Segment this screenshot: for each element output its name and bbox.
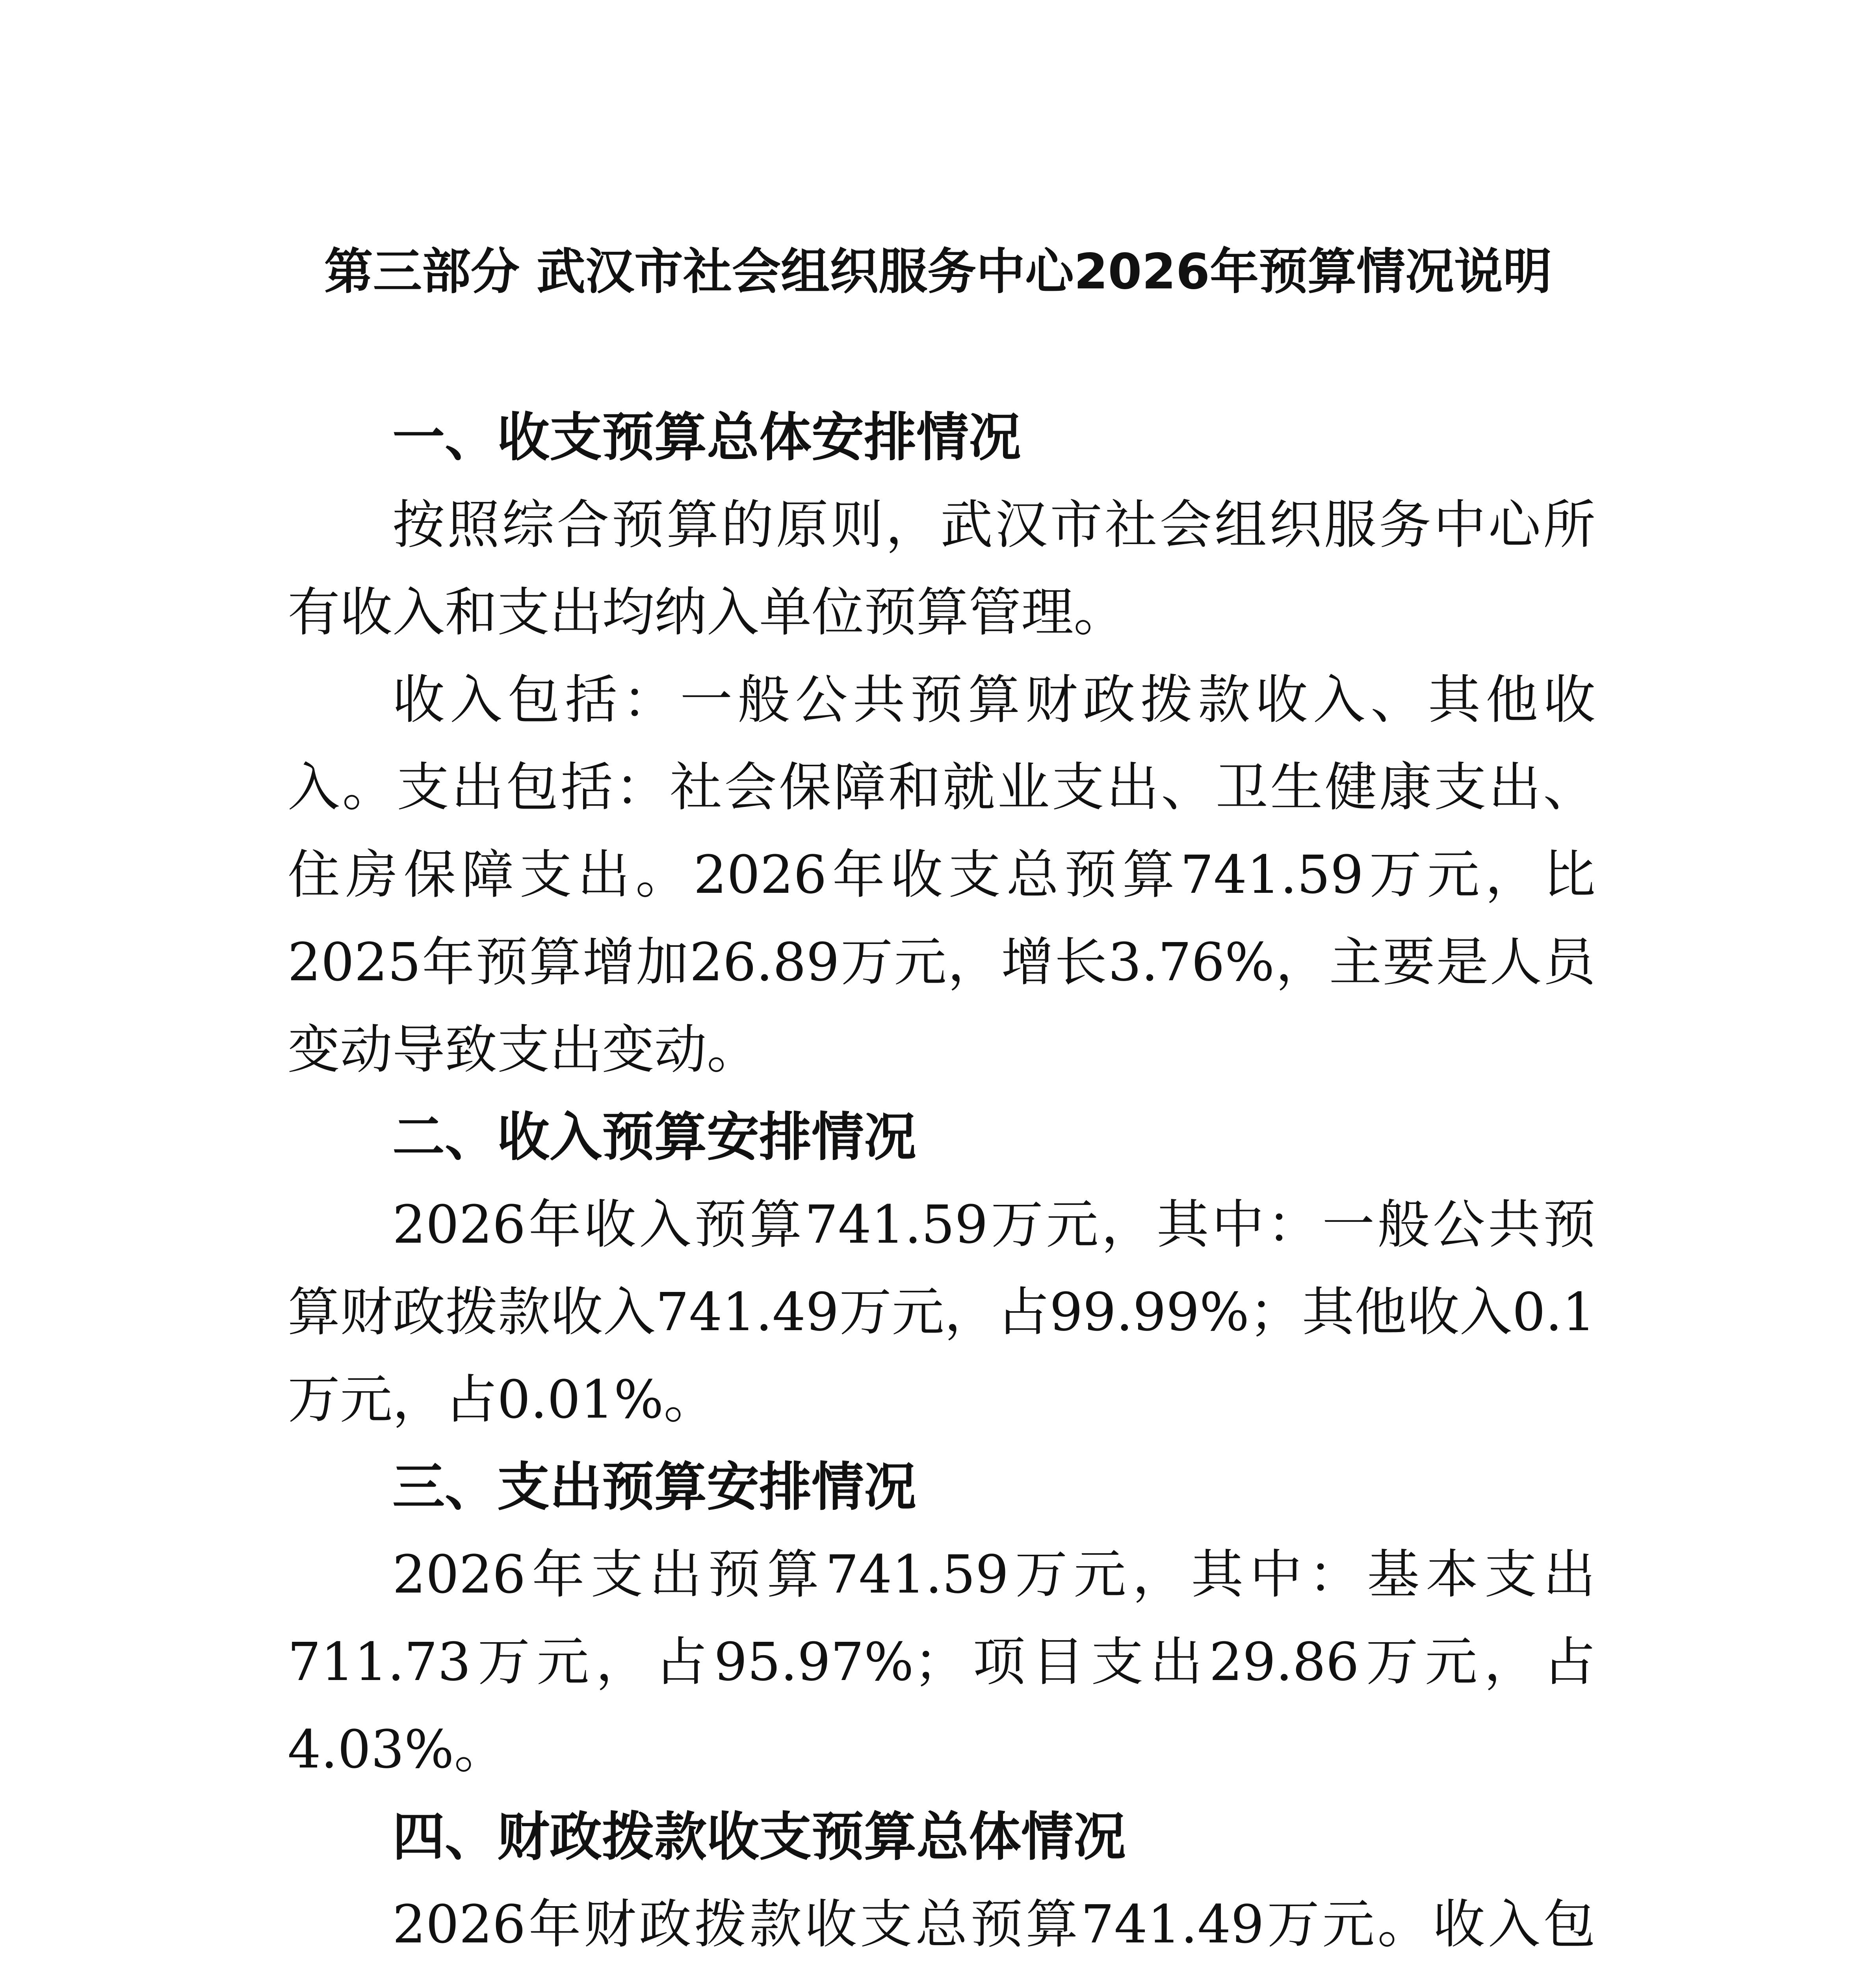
paragraph-4-1: 2026年财政拨款收支总预算741.49万元。收入包 xyxy=(392,1894,1596,1955)
paragraph-1-1: 按照综合预算的原则，武汉市社会组织服务中心所有收入和支出均纳入单位预算管理。 xyxy=(288,495,1596,643)
paragraph-2-1: 2026年收入预算741.59万元，其中：一般公共预算财政拨款收入741.49万元，占99.99%；其他收入0.1万元，占0.01%。 xyxy=(288,1195,1596,1430)
section-heading-2: 二、收入预算安排情况 xyxy=(392,1107,916,1168)
document-title: 第三部分 武汉市社会组织服务中心2026年预算情况说明 xyxy=(324,243,1552,300)
section-heading-4: 四、财政拨款收支预算总体情况 xyxy=(392,1807,1126,1868)
paragraph-1-2: 收入包括：一般公共预算财政拨款收入、其他收入。支出包括：社会保障和就业支出、卫生健康支出、住房保障支出。2026年收支总预算741.59万元，比2025年预算增加26.89万元，增长3.76%，主要是人员变动导致支出变动。 xyxy=(288,670,1596,1080)
section-heading-1: 一、收支预算总体安排情况 xyxy=(392,407,1021,468)
document-body xyxy=(288,394,1596,1970)
section-heading-3: 三、支出预算安排情况 xyxy=(392,1457,916,1518)
paragraph-3-1: 2026年支出预算741.59万元，其中：基本支出711.73万元，占95.97%；项目支出29.86万元，占4.03%。 xyxy=(288,1544,1596,1780)
